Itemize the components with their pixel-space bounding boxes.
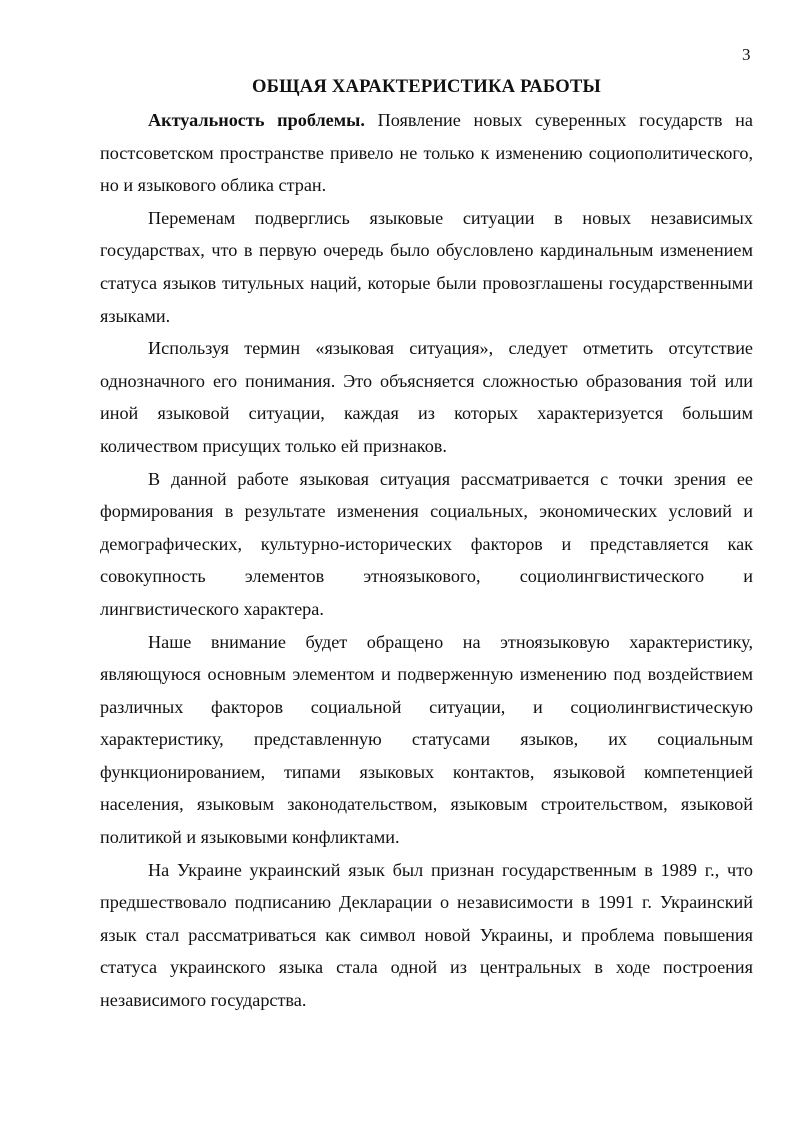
paragraph-ukraine — [100, 854, 753, 1017]
text-line: количеством присущих только ей признаков. — [100, 435, 447, 456]
text-line: построения независимого государства. — [100, 957, 754, 1011]
paragraph-changes — [100, 202, 753, 332]
text-line: однозначного его понимания. Это объясняется сложностью образования той — [100, 370, 717, 391]
text-line: Переменам подверглись языковые ситуации в новых независимых — [148, 207, 753, 228]
text-line: компетенцией населения, языковым законодательством, языковым — [100, 761, 753, 815]
text-line: воздействием различных факторов социальной ситуации, и — [100, 664, 753, 717]
text-line: лингвистического характера. — [100, 598, 324, 619]
text-line: формирования в результате изменения социальных, экономических условий и — [100, 501, 753, 522]
text-line: являющуюся основным элементом и подверженную изменению под — [100, 664, 641, 685]
text-line: Появление новых суверенных государств на — [377, 110, 753, 130]
text-line: государственными языками. — [100, 272, 753, 326]
text-line: демографических, культурно-исторических факторов и представляется как — [100, 533, 753, 554]
text-line: Используя термин «языковая ситуация», следует отметить отсутствие — [148, 338, 753, 359]
text-line: социальным функционированием, типами языковых контактов, языковой — [100, 729, 753, 782]
text-line: В данной работе языковая ситуация рассматривается с точки зрения ее — [148, 468, 753, 489]
text-line: постсоветском пространстве привело не только к изменению — [100, 142, 583, 163]
paragraph-lead-heading: Актуальность проблемы. — [148, 110, 365, 130]
paragraph-relevance — [100, 104, 753, 202]
text-line: предшествовало подписанию Декларации о независимости в 1991 г. — [100, 892, 652, 913]
text-line: социолингвистическую характеристику, представленную статусами языков, их — [100, 696, 753, 750]
paragraph-focus — [100, 626, 753, 854]
text-line: социополитического, но и языкового облика стран. — [100, 142, 753, 196]
text-line: строительством, языковой политикой и языковыми конфликтами. — [100, 794, 753, 848]
text-line: изменением статуса языков титульных наций, которые были провозглашены — [100, 240, 754, 293]
text-line: На Украине украинский язык был признан государственным в 1989 г., что — [148, 859, 753, 880]
paragraph-term — [100, 332, 753, 462]
document-body — [100, 104, 753, 1017]
text-line: государствах, что в первую очередь было обусловлено кардинальным — [100, 240, 654, 261]
text-line: Наше внимание будет обращено на этноязыковую характеристику, — [148, 631, 753, 652]
paragraph-approach — [100, 463, 753, 626]
text-line: совокупность элементов этноязыкового, социолингвистического и — [100, 566, 753, 587]
text-line: повышения статуса украинского языка стала одной из центральных в ходе — [100, 924, 754, 978]
text-line: Украинский язык стал рассматриваться как символ новой Украины, и проблема — [100, 892, 753, 945]
page-title: ОБЩАЯ ХАРАКТЕРИСТИКА РАБОТЫ — [252, 76, 601, 97]
page-number: 3 — [742, 45, 751, 64]
text-line: или иной языковой ситуации, каждая из которых характеризуется большим — [100, 370, 754, 424]
